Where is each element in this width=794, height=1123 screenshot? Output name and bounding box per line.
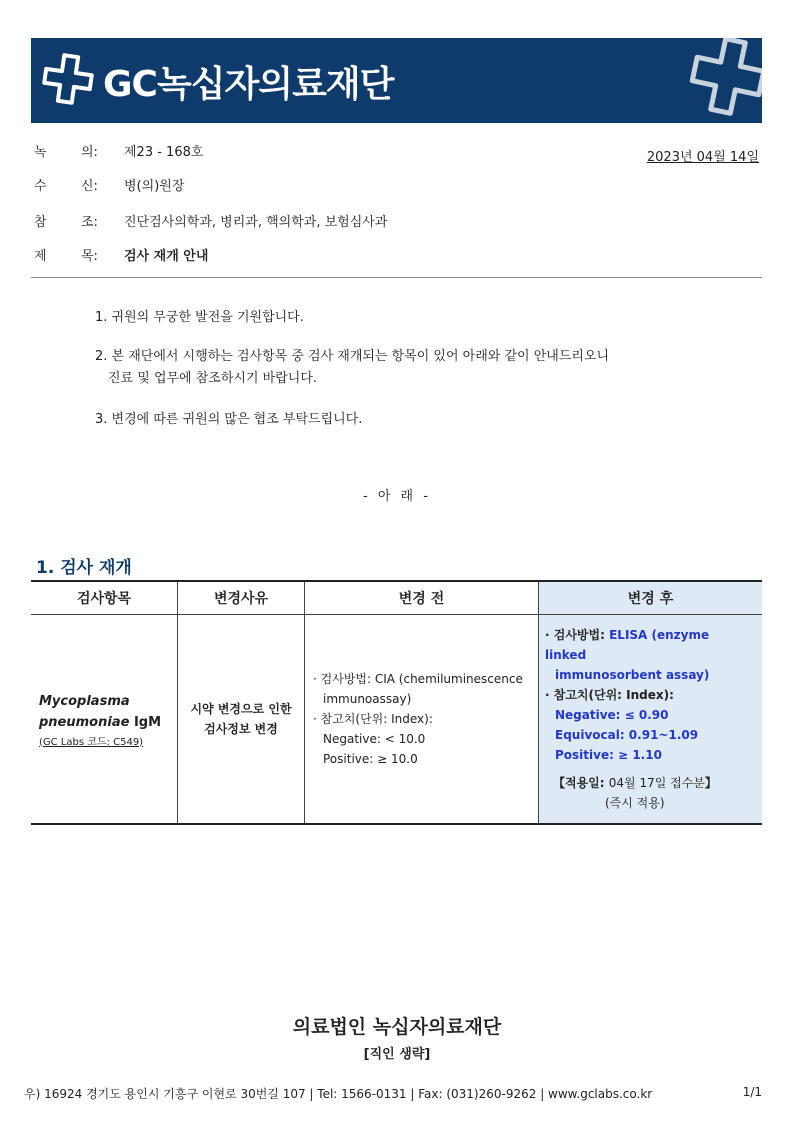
reference-value: 진단검사의학과, 병리과, 핵의학과, 보험심사과 <box>124 215 388 230</box>
section-title: 1. 검사 재개 <box>36 558 132 578</box>
apply-note: (즉시 적용) <box>605 796 665 810</box>
col-header-item: 검사항목 <box>31 581 178 615</box>
apply-date: 【적용일: 04월 17일 접수분】 <box>553 776 717 790</box>
paragraph-3: 3. 변경에 따른 귀원의 많은 협조 부탁드립니다. <box>95 412 363 427</box>
col-header-after: 변경 후 <box>539 581 763 615</box>
recipient-value: 병(의)원장 <box>124 179 185 194</box>
org-logo-text: GC녹십자의료재단 <box>103 64 394 105</box>
footer-address: 우) 16924 경기도 용인시 기흥구 이현로 30번길 107 | Tel: 1566-0131 | Fax: (031)260-9262 | www.gclabs.co.kr <box>24 1087 653 1101</box>
paragraph-1: 1. 귀원의 무궁한 발전을 기원합니다. <box>95 310 304 325</box>
doc-number: 제23 - 168호 <box>124 145 204 160</box>
test-item-cell: Mycoplasma pneumoniae IgM (GC Labs 코드: C549) <box>31 615 178 825</box>
reason-cell: 시약 변경으로 인한 검사정보 변경 <box>178 615 305 825</box>
after-cell: · 검사방법: ELISA (enzyme linked immunosorbent assay) · 참고치(단위: Index): Negative: ≤ 0.90 Equivocal: 0.91~1.09 Positive: ≥ 1.10 【적용일: 04월 17일 접수분】 (즉시 적용) <box>539 615 763 825</box>
table-header-row <box>31 581 762 615</box>
paragraph-2: 2. 본 재단에서 시행하는 검사항목 중 검사 재개되는 항목이 있어 아래와 같이 안내드리오니 진료 및 업무에 참조하시기 바랍니다. <box>95 349 610 386</box>
header-banner <box>31 38 762 123</box>
gc-labs-code: (GC Labs 코드: C549) <box>39 736 144 748</box>
gc-cross-watermark-icon <box>688 38 762 123</box>
below-marker: - 아 래 - <box>363 489 431 504</box>
header-divider <box>31 277 762 278</box>
gc-cross-logo-icon <box>41 52 95 106</box>
table-row <box>31 615 762 825</box>
footer-organization: 의료법인 녹십자의료재단 <box>292 1016 502 1038</box>
page-number: 1/1 <box>742 1085 762 1099</box>
document-date: 2023년 04월 14일 <box>646 150 759 165</box>
subject-value: 검사 재개 안내 <box>124 249 209 264</box>
col-header-reason: 변경사유 <box>178 581 305 615</box>
change-table <box>31 580 762 825</box>
before-cell: · 검사방법: CIA (chemiluminescence immunoassay) · 참고치(단위: Index): Negative: < 10.0 Positive: ≥ 10.0 <box>305 615 539 825</box>
col-header-before: 변경 전 <box>305 581 539 615</box>
seal-omitted-note: [직인 생략] <box>363 1047 431 1062</box>
